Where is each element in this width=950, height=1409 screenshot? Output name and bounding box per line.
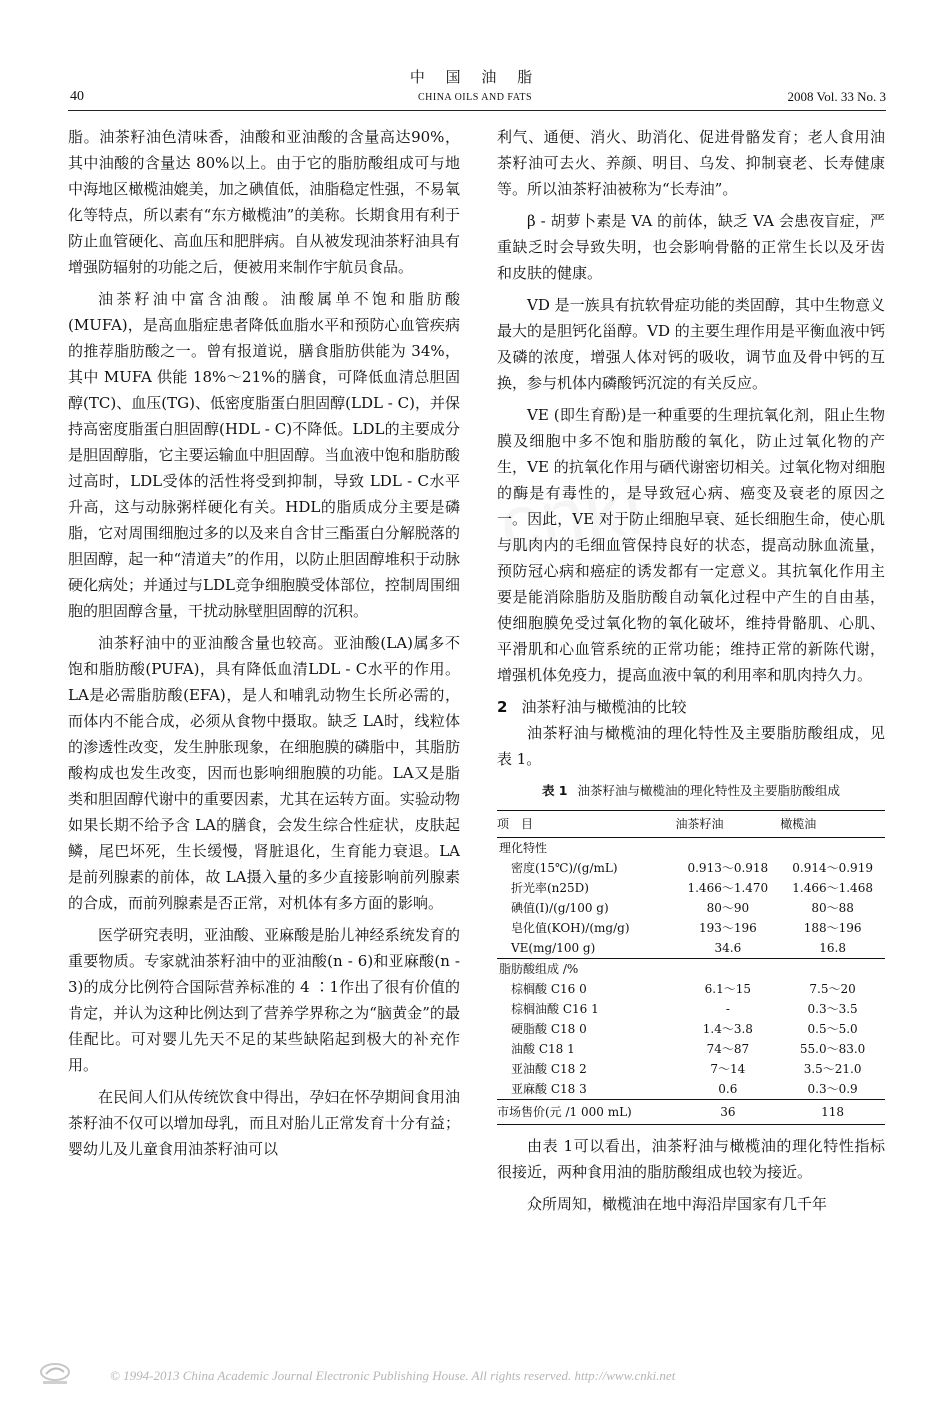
table-cell: 7～14 xyxy=(710,1062,746,1076)
table-cell: 亚麻酸 C18 3 xyxy=(511,1082,587,1096)
right-column xyxy=(497,124,885,1223)
table-header: 油茶籽油 xyxy=(675,811,780,838)
table-row xyxy=(497,999,885,1019)
table-group-label: 理化特性 xyxy=(499,841,548,855)
table-cell: 16.8 xyxy=(819,941,846,955)
table-cell: 55.0～83.0 xyxy=(799,1042,866,1056)
table-cell: 亚油酸 C18 2 xyxy=(511,1062,587,1076)
paragraph: 油茶籽油中富含油酸。油酸属单不饱和脂肪酸(MUFA)，是高血脂症患者降低血脂水平和预防心血管疾病的推荐脂肪酸之一。曾有报道说，膳食脂肪供能为 34%，其中 MUFA 供能 18%～21%的膳食，可降低血清总胆固醇(TC)、血压(TG)、低密度脂蛋白胆固醇(LDL - C)，并保持高密度脂蛋白胆固醇(HDL - C)不降低。LDL的主要成分是胆固醇脂，它主要运输血中胆固醇。当血液中饱和脂肪酸过高时，LDL受体的活性将受到抑制，导致 LDL - C水平升高，这与动脉粥样硬化有关。HDL的脂质成分主要是磷脂，它对周围细胞过多的以及来自含甘三酯蛋白分解脱落的胆固醇，起一种“清道夫”的作用，以防止胆固醇堆积于动脉硬化病处；并通过与LDL竞争细胞膜受体部位，控制周围细胞的胆固醇含量，干扰动脉壁胆固醇的沉积。 xyxy=(68,290,460,620)
table-caption-text: 油茶籽油与橄榄油的理化特性及主要脂肪酸组成 xyxy=(577,783,841,798)
table-row xyxy=(497,918,885,938)
table-cell: 188～196 xyxy=(803,921,862,935)
table-cell: 0.5～5.0 xyxy=(807,1022,858,1036)
table-cell: 193～196 xyxy=(698,921,757,935)
table-cell: 7.5～20 xyxy=(809,982,856,996)
table-cell: 0.914～0.919 xyxy=(792,861,873,875)
table-cell: 3.5～21.0 xyxy=(803,1062,862,1076)
left-column xyxy=(68,124,460,1168)
table-cell: 棕榈油酸 C16 1 xyxy=(511,1002,599,1016)
table-row xyxy=(497,938,885,959)
table-cell: 市场售价(元 /1 000 mL) xyxy=(497,1100,675,1125)
table-cell: 0.3～0.9 xyxy=(807,1082,858,1096)
paragraph: 医学研究表明，亚油酸、亚麻酸是胎儿神经系统发育的重要物质。专家就油茶籽油中的亚油酸(n - 6)和亚麻酸(n - 3)的成分比例符合国际营养标准的 4 ∶1作出了很有价值的肯定，并认为这种比例达到了营养学界称之为“脑黄金”的最佳配比。可对婴儿先天不足的某些缺陷起到极大的补充作用。 xyxy=(68,926,460,1074)
table-row xyxy=(497,878,885,898)
paragraph: 脂。油茶籽油色清味香，油酸和亚油酸的含量高达90%，其中油酸的含量达 80%以上。由于它的脂肪酸组成可与地中海地区橄榄油媲美，加之碘值低，油脂稳定性强，不易氧化等特点，所以素有“东方橄榄油”的美称。长期食用有利于防止血管硬化、高血压和肥胖病。自从被发现油茶籽油具有增强防辐射的功能之后，便被用来制作宇航员食品。 xyxy=(68,128,460,276)
paragraph: 众所周知，橄榄油在地中海沿岸国家有几千年 xyxy=(527,1195,828,1213)
table-cell: 36 xyxy=(675,1100,780,1125)
copyright-footer: © 1994-2013 China Academic Journal Electronic Publishing House. All rights reserved. http://www.cnki.net xyxy=(110,1368,676,1383)
paragraph: 油茶籽油中的亚油酸含量也较高。亚油酸(LA)属多不饱和脂肪酸(PUFA)，具有降低血清LDL - C水平的作用。LA是必需脂肪酸(EFA)，是人和哺乳动物生长所必需的，而体内不能合成，必须从食物中摄取。缺乏 LA时，线粒体的渗透性改变，发生肿胀现象，在细胞膜的磷脂中，其脂肪酸构成也发生改变，因而也影响细胞膜的功能。LA又是脂类和胆固醇代谢中的重要因素，尤其在运转方面。实验动物如果长期不给予含 LA的膳食，会发生综合性症状，皮肤起鳞，尾巴坏死，生长缓慢，肾脏退化，生育能力衰退。LA是前列腺素的前体，故 LA摄入量的多少直接影响前列腺素的合成，而前列腺素是否正常，对机体有多方面的影响。 xyxy=(68,634,460,912)
table-caption xyxy=(497,778,885,804)
table-row xyxy=(497,1039,885,1059)
table-cell: 0.913～0.918 xyxy=(687,861,769,875)
table-row xyxy=(497,1059,885,1079)
paragraph: 油茶籽油与橄榄油的理化特性及主要脂肪酸组成，见表 1。 xyxy=(497,724,885,768)
table-cell: 80～88 xyxy=(811,901,854,915)
header-rule xyxy=(68,110,886,111)
table-header: 橄榄油 xyxy=(780,811,885,838)
issue-info: 2008 Vol. 33 No. 3 xyxy=(787,89,886,104)
journal-title: 中 国 油 脂 xyxy=(409,68,541,86)
table-cell: 皂化值(KOH)/(mg/g) xyxy=(511,921,630,935)
paragraph: VE (即生育酚)是一种重要的生理抗氧化剂，阻止生物膜及细胞中多不饱和脂肪酸的氧化，防止过氧化物的产生，VE 的抗氧化作用与硒代谢密切相关。过氧化物对细胞的酶是有毒性的，是导致冠心病、癌变及衰老的原因之一。因此，VE 对于防止细胞早衰、延长细胞生命，使心肌与肌肉内的毛细血管保持良好的状态，提高动脉血流量，预防冠心病和癌症的诱发都有一定意义。其抗氧化作用主要是能消除脂肪及脂肪酸自动氧化过程中产生的自由基，使细胞膜免受过氧化物的氧化破坏，维持骨骼肌、心肌、平滑肌和心血管系统的正常功能；维持正常的新陈代谢，增强机体免疫力，提高血液中氧的利用率和肌肉持久力。 xyxy=(497,406,885,684)
table-number: 表 1 xyxy=(541,783,568,798)
table-row xyxy=(497,1079,885,1100)
table-cell: 1.466～1.470 xyxy=(687,881,769,895)
paragraph: VD 是一族具有抗软骨症功能的类固醇，其中生物意义最大的是胆钙化甾醇。VD 的主要生理作用是平衡血液中钙及磷的浓度，增强人体对钙的吸收，调节血及骨中钙的互换，参与机体内磷酸钙沉淀的有关反应。 xyxy=(497,296,885,392)
comparison-table xyxy=(497,810,885,1125)
section-heading xyxy=(497,694,885,720)
table-cell: 折光率(n25D) xyxy=(511,881,589,895)
table-cell: 6.1～15 xyxy=(704,982,752,996)
paragraph: 利气、通便、消火、助消化、促进骨骼发育；老人食用油茶籽油可去火、养颜、明目、乌发、抑制衰老、长寿健康等。所以油茶籽油被称为“长寿油”。 xyxy=(497,128,885,198)
table-cell: 80～90 xyxy=(706,901,750,915)
page-number: 40 xyxy=(70,89,84,104)
paragraph: 在民间人们从传统饮食中得出，孕妇在怀孕期间食用油茶籽油不仅可以增加母乳，而且对胎儿正常发育十分有益；婴幼儿及儿童食用油茶籽油可以 xyxy=(68,1088,460,1158)
table-cell: - xyxy=(725,1002,730,1016)
table-header: 项 目 xyxy=(497,811,675,838)
table-cell: 1.4～3.8 xyxy=(702,1022,753,1036)
table-cell: 1.466～1.468 xyxy=(792,881,873,895)
section-number: 2 xyxy=(497,698,508,716)
journal-subtitle: CHINA OILS AND FATS xyxy=(417,92,533,103)
table-cell: 0.3～3.5 xyxy=(807,1002,858,1016)
table-row xyxy=(497,898,885,918)
paragraph: β - 胡萝卜素是 VA 的前体，缺乏 VA 会患夜盲症，严重缺乏时会导致失明，也会影响骨骼的正常生长以及牙齿和皮肤的健康。 xyxy=(497,212,885,282)
table-cell: VE(mg/100 g) xyxy=(511,941,596,955)
table-cell: 34.6 xyxy=(714,941,742,955)
table-cell: 118 xyxy=(780,1100,885,1125)
table-cell: 74～87 xyxy=(706,1042,750,1056)
table-cell: 棕榈酸 C16 0 xyxy=(511,982,587,996)
table-cell: 密度(15℃)/(g/mL) xyxy=(511,861,618,875)
table-row xyxy=(497,1019,885,1039)
table-cell: 碘值(I)/(g/100 g) xyxy=(511,901,609,915)
table-cell: 0.6 xyxy=(718,1082,738,1096)
table-cell: 硬脂酸 C18 0 xyxy=(511,1022,587,1036)
paragraph: 由表 1可以看出，油茶籽油与橄榄油的理化特性指标很接近，两种食用油的脂肪酸组成也较为接近。 xyxy=(497,1137,885,1181)
table-row xyxy=(497,979,885,999)
table-cell: 油酸 C18 1 xyxy=(511,1042,575,1056)
table-group-label: 脂肪酸组成 /% xyxy=(497,959,885,980)
table-row xyxy=(497,858,885,878)
section-title: 油茶籽油与橄榄油的比较 xyxy=(521,698,687,716)
cnki-logo-icon xyxy=(38,1360,72,1386)
table-row xyxy=(497,1100,885,1125)
